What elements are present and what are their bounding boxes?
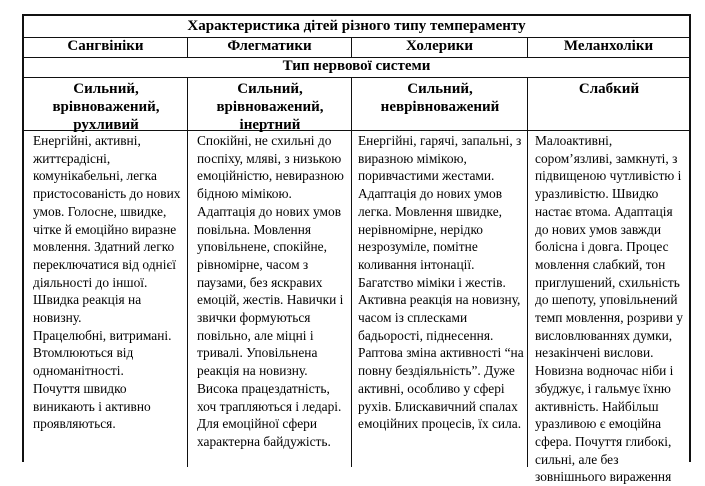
table-title: Характеристика дітей різного типу темпераменту	[187, 18, 526, 34]
column-header-phlegmatic: Флегматики	[227, 38, 312, 54]
description-phlegmatic	[188, 132, 351, 464]
column-header-melancholic: Меланхоліки	[563, 38, 654, 54]
type-choleric: Сильний, неврівноважений	[380, 81, 500, 115]
description-sanguine-part-1: Енергійні, активні, життєрадісні, комунікабельні, легка пристосованість до нових умов. Голосне, швидке, чітке й емоційно виразне мовлення. Здатний легко переключатися від однієї діяльності до іншої. Швидка реакція на новизну.	[33, 133, 181, 326]
description-sanguine-part-4: Почуття швидко виникають і активно проявляються.	[33, 380, 151, 432]
description-phlegmatic-text: Спокійні, не схильні до поспіху, мляві, з низькою емоційністю, невиразною бідною мімікою. Адаптація до нових умов повільна. Мовлення уповільнене, спокійне, рівномірне, часом з паузами, без яскравих емоцій, жестів. Навички і звички формуються повільно, але міцні і тривалі. Уповільнена реакція на новизну. Висока працездатність, хоч трапляються і ледарі. Для емоційної сфери характерна байдужість.	[197, 133, 344, 449]
type-sanguine: Сильний, врівноважений, рухливий	[52, 81, 160, 133]
description-choleric	[352, 132, 527, 464]
description-sanguine-part-3: Втомлюються від одноманітності.	[33, 345, 134, 379]
description-melancholic	[528, 132, 689, 485]
temperament-table	[22, 14, 691, 485]
nervous-system-subtitle: Тип нервової системи	[282, 58, 431, 74]
column-header-sanguine: Сангвініки	[67, 38, 144, 54]
type-melancholic: Слабкий	[578, 81, 640, 97]
description-melancholic-text: Малоактивні, сором’язливі, замкнуті, з підвищеною чутливістю і уразливістю. Швидко настає втома. Адаптація до нових умов завжди болісна і довга. Процес мовлення слабкий, тон приглушений, схильність до шепоту, уповільнений темп мовлення, розриви у висловлюваннях думки, незакінчені вислови. Новизна водночас ніби і збуджує, і гальмує їхню активність. Найбільш уразливою є емоційна сфера. Почуття глибокі, сильні, але без зовнішнього вираження	[535, 133, 683, 485]
description-sanguine	[24, 132, 187, 464]
description-choleric-text: Енергійні, гарячі, запальні, з виразною мімікою, поривчастими жестами. Адаптація до нових умов легка. Мовлення швидке, нерівномірне, нерідко незрозуміле, помітне коливання інтонації. Багатство міміки і жестів. Активна реакція на новизну, часом із сплесками бадьорості, піднесення. Раптова зміна активності “на повну бездіяльність”. Дуже активні, особливо у сфері рухів. Блискавичний спалах емоційних процесів, їх сила.	[358, 133, 524, 432]
column-header-choleric: Холерики	[405, 38, 474, 54]
type-phlegmatic: Сильний, врівноважений, інертний	[216, 81, 324, 133]
description-sanguine-part-2: Працелюбні, витримані.	[33, 327, 172, 343]
